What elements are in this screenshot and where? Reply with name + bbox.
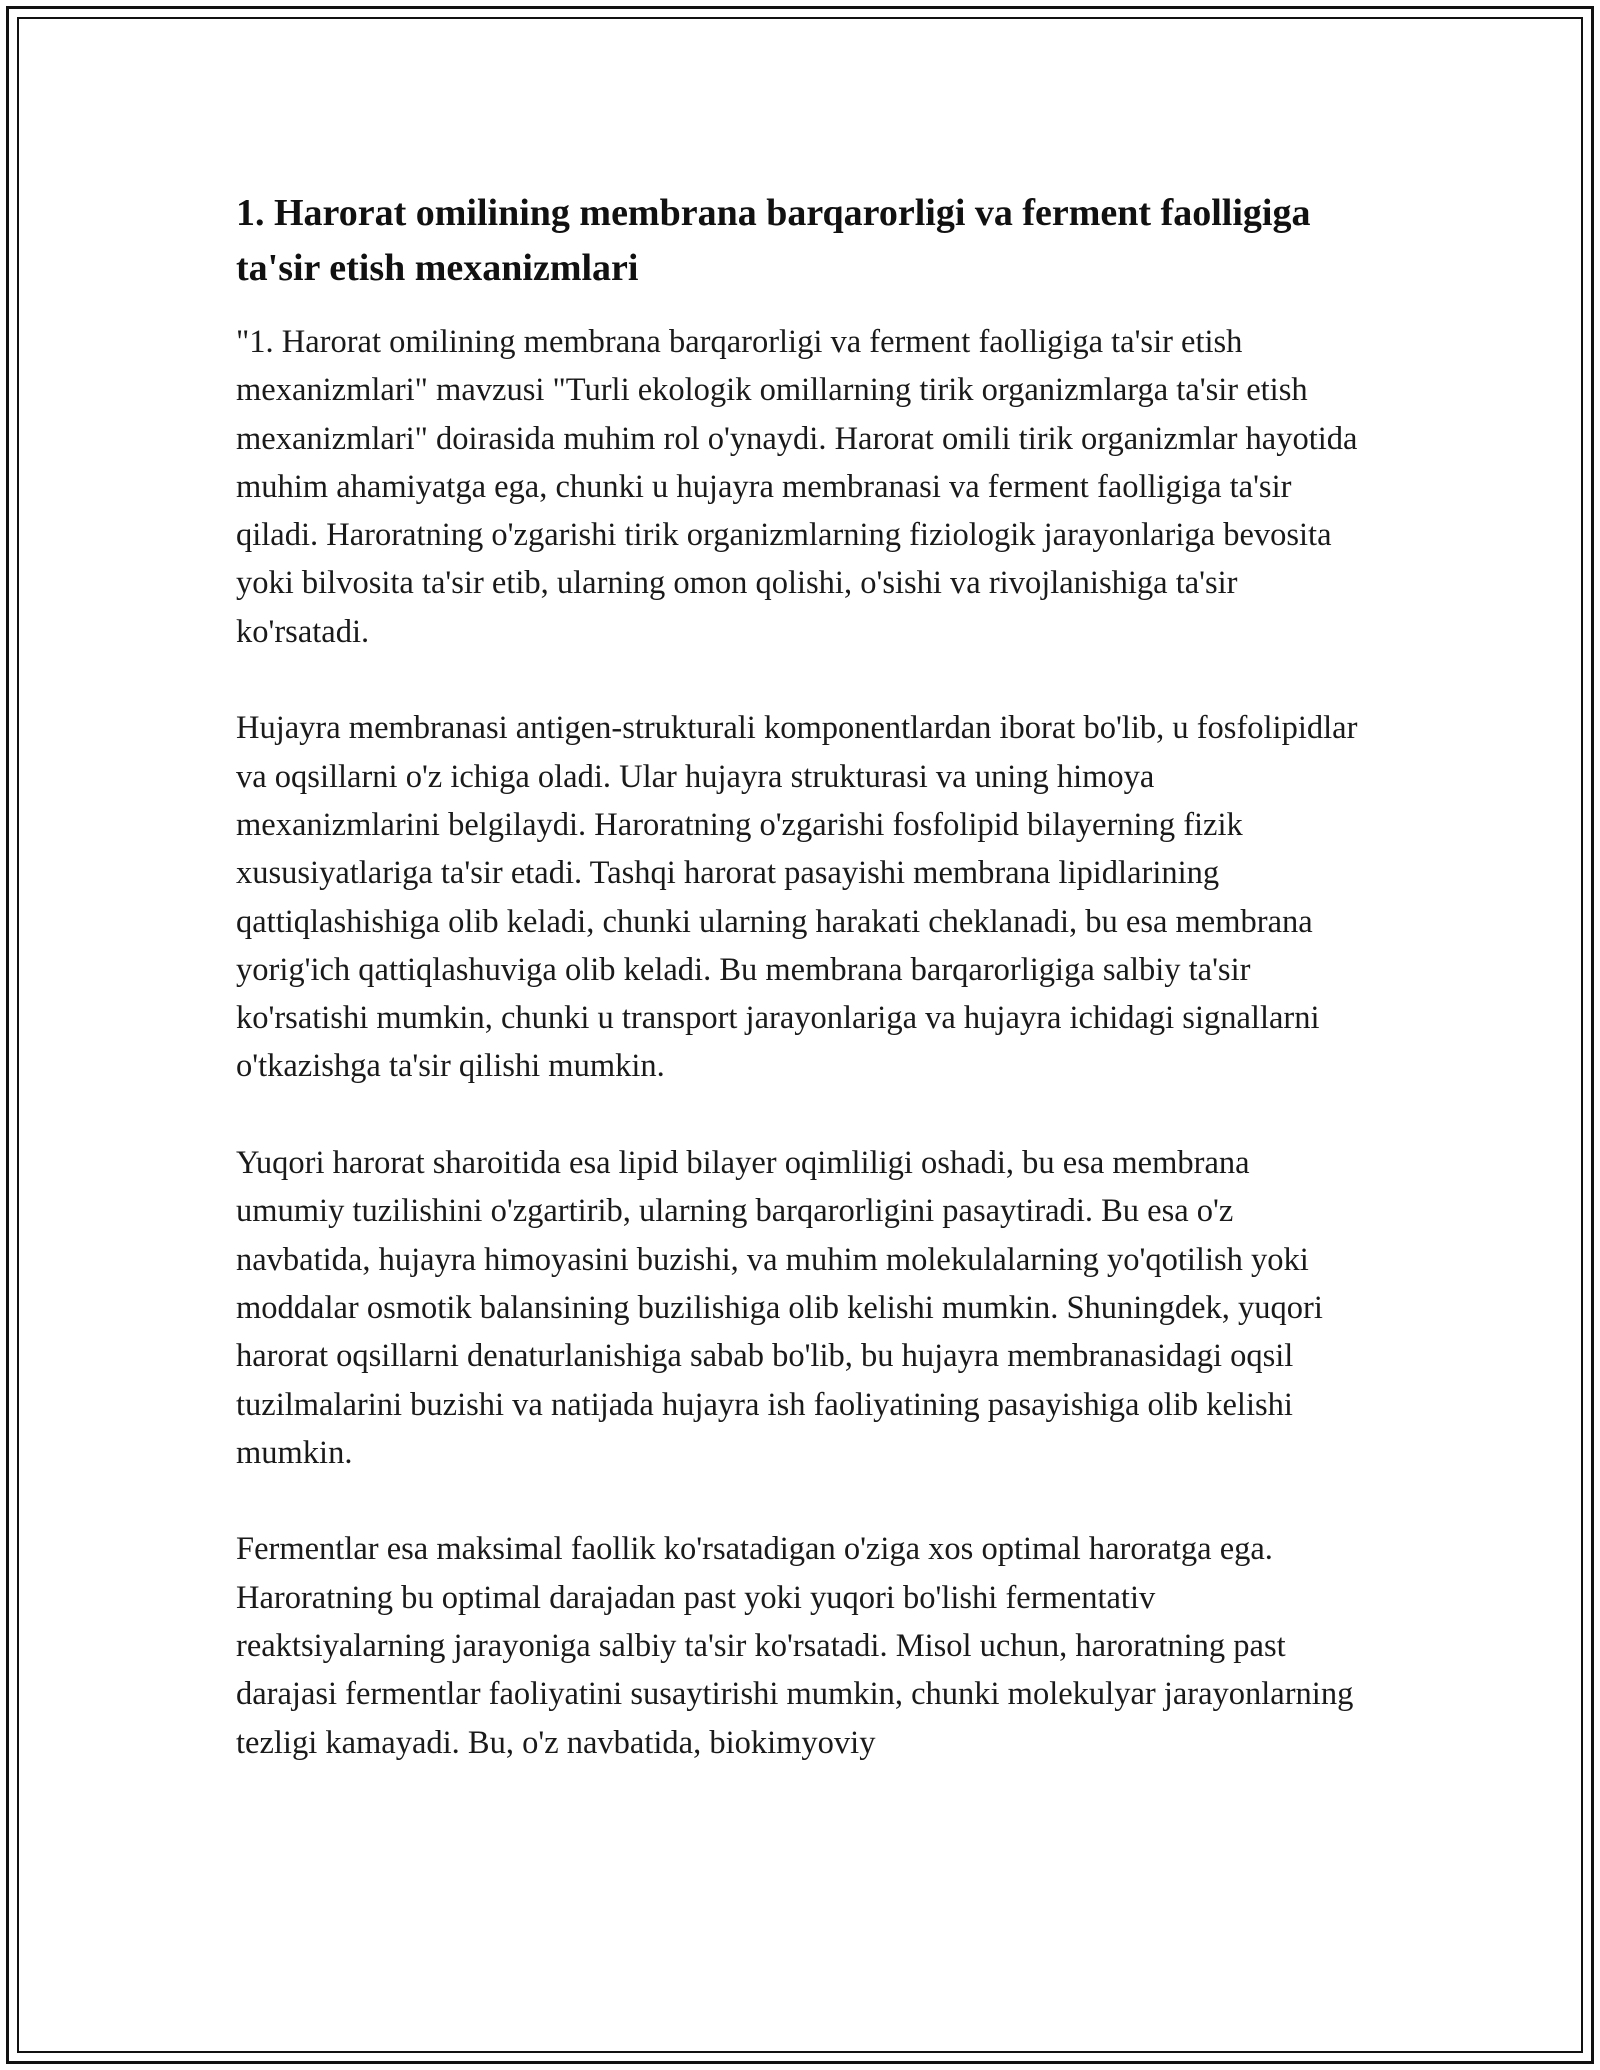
paragraph-2: Hujayra membranasi antigen-strukturali komponentlardan iborat bo'lib, u fosfolipidlar va oqsillarni o'z ichiga oladi. Ular hujayra strukturasi va uning himoya mexanizmlarini belgilaydi. Haroratning o'zgarishi fosfolipid bilayerning fizik xususiyatlariga ta'sir etadi. Tashqi harorat pasayishi membrana lipidlarining qattiqlashishiga olib keladi, chunki ularning harakati cheklanadi, bu esa membrana yorig'ich qattiqlashuviga olib keladi. Bu membrana barqarorligiga salbiy ta'sir ko'rsatishi mumkin, chunki u transport jarayonlariga va hujayra ichidagi signallarni o'tkazishga ta'sir qilishi mumkin. [236, 710, 1358, 1085]
document-body [236, 186, 1366, 1767]
paragraph-1: "1. Harorat omilining membrana barqarorligi va ferment faolligiga ta'sir etish mexanizmlari" mavzusi "Turli ekologik omillarning tirik organizmlarga ta'sir etish mexanizmlari" doirasida muhim rol o'ynaydi. Harorat omili tirik organizmlar hayotida muhim ahamiyatga ega, chunki u hujayra membranasi va ferment faolligiga ta'sir qiladi. Haroratning o'zgarishi tirik organizmlarning fiziologik jarayonlariga bevosita yoki bilvosita ta'sir etib, ularning omon qolishi, o'sishi va rivojlanishiga ta'sir ko'rsatadi. [236, 324, 1358, 650]
paragraph-4: Fermentlar esa maksimal faollik ko'rsatadigan o'ziga xos optimal haroratga ega. Haroratning bu optimal darajadan past yoki yuqori bo'lishi fermentativ reaktsiyalarning jarayoniga salbiy ta'sir ko'rsatadi. Misol uchun, haroratning past darajasi fermentlar faoliyatini susaytirishi mumkin, chunki molekulyar jarayonlarning tezligi kamayadi. Bu, o'z navbatida, biokimyoviy [236, 1531, 1354, 1761]
section-heading: 1. Harorat omilining membrana barqarorligi va ferment faolligiga ta'sir etish mexanizmlari [236, 192, 1311, 289]
paragraph-3: Yuqori harorat sharoitida esa lipid bilayer oqimliligi oshadi, bu esa membrana umumiy tuzilishini o'zgartirib, ularning barqarorligini pasaytiradi. Bu esa o'z navbatida, hujayra himoyasini buzishi, va muhim molekulalarning yo'qotilish yoki moddalar osmotik balansining buzilishiga olib kelishi mumkin. Shuningdek, yuqori harorat oqsillarni denaturlanishiga sabab bo'lib, bu hujayra membranasidagi oqsil tuzilmalarini buzishi va natijada hujayra ish faoliyatining pasayishiga olib kelishi mumkin. [236, 1145, 1323, 1471]
